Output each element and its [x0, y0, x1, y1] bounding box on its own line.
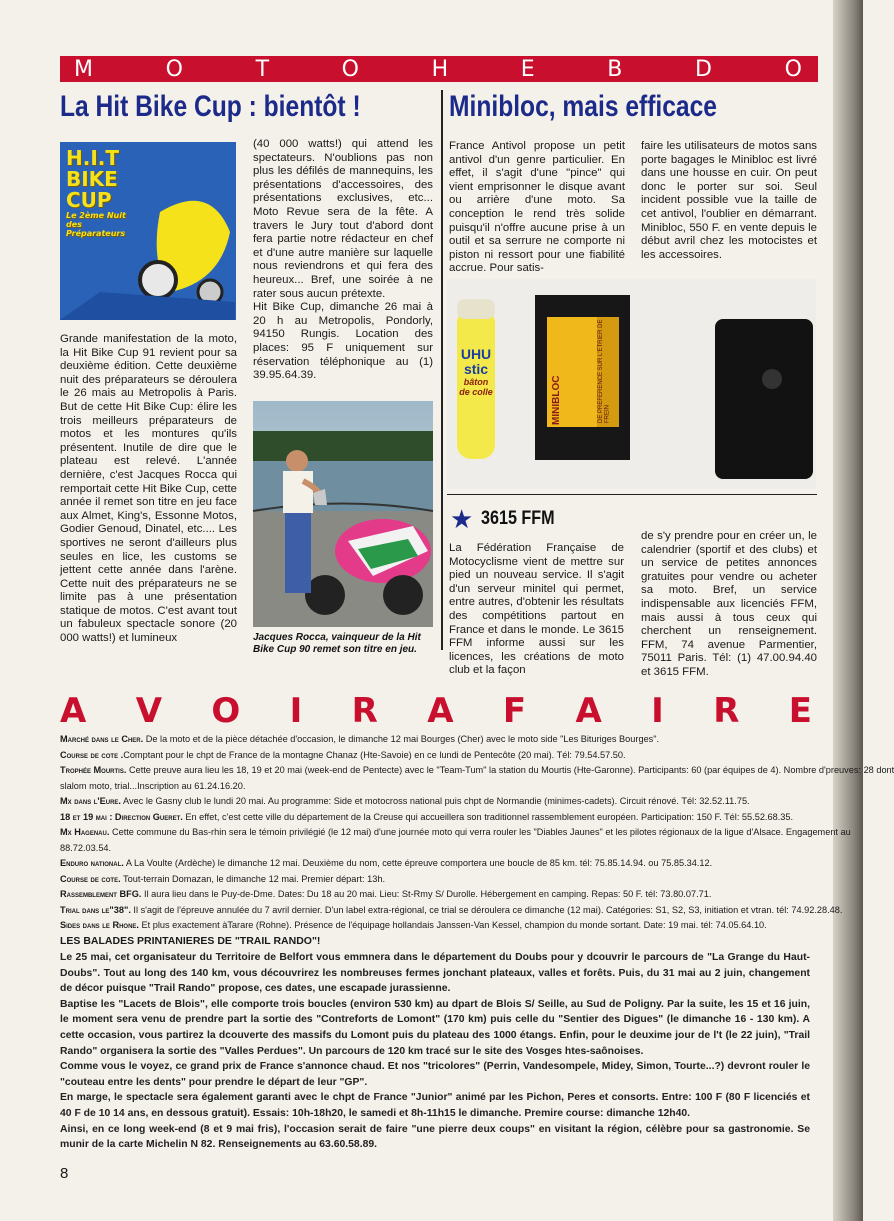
event-text: De la moto et de la pièce détachée d'occasion, le dimanche 12 mai Bourges (Cher) avec le moto side "Les Bituriges Bourges".	[143, 734, 660, 744]
event-label: Trial dans le"38".	[60, 904, 131, 915]
photo-caption: Jacques Rocca, vainqueur de la Hit Bike Cup 90 remet son titre en jeu.	[253, 632, 421, 655]
event-item	[60, 779, 812, 795]
section-banner	[60, 56, 818, 82]
heading-letter: E	[788, 691, 812, 731]
balades-paragraph: Baptise les "Lacets de Blois", elle comporte trois boucles (environ 530 km) au dpart de Blois S/ Seille, au Sud de Poligny. Par la suite, les 15 et 16 juin, le moment sera venu de prendre part la sortie des "Contreforts de Lomont" (170 km) puis celle du "Sentier des Digues" (le dimanche 16 - 130 km). A cette occasion, vous partirez la dcouverte des massifs du Lomont puis du plateau des 1000 étangs. Enfin, pour le deuxime jour de l't (le 22 juin), "Trail Rando" organisera la sortie des "Valles Perdues". Un parcours de 120 km tracé sur le site des Vosges htes-saônoises.	[60, 998, 810, 1057]
article3-column2: de s'y prendre pour en créer un, le calendrier (sportif et des clubs) et un service de petites annonces gratuites pour vendre ou acheter sa moto. Bref, un service indispensable aux licenciés FFM, mais aussi à tous ceux qui cherchent un renseignement. FFM, 74 avenue Parmentier, 75011 Paris. Tél: (1) 47.00.94.40 et 3615 FFM.	[641, 530, 817, 678]
event-item	[60, 732, 812, 748]
event-text: Avec le Gasny club le lundi 20 mai. Au programme: Side et motocross national puis chpt de Normandie (minimes-cadets). Circuit rénové. Tél: 32.52.11.75.	[120, 796, 750, 806]
event-text: Il s'agit de l'épreuve annulée du 7 avril dernier. D'un label extra-régional, ce trial se déroulera ce dimanche (12 mai). Catégories: S1, S2, S3, initiation et vtran. tél: 74.92.28.48.	[130, 904, 843, 915]
event-label: Course de cote.	[60, 873, 121, 884]
article2-title: Minibloc, mais efficace	[449, 90, 717, 123]
heading-letter: I	[289, 691, 303, 731]
event-item	[60, 841, 812, 857]
event-text: slalom moto, trial...Inscription au 61.24.16.20.	[60, 780, 246, 791]
box-brand: MINIBLOC	[551, 375, 562, 425]
event-label: Rassemblement BFG.	[60, 889, 142, 899]
article1-column2-text: (40 000 watts!) qui attend les spectateurs. N'oublions pas non plus les défilés de mannequins, les présentations d'accessoires, des présentations exclusives, etc... Moto Revue sera de la fête. A travers le Jury tout d'abord dont fera partie notre rédacteur en chef et d'une autre manière sur laquelle nous reviendrons et qui fera des heureux... Bref, une soirée à ne rater sous aucun prétexte.	[253, 138, 433, 300]
page-edge-shadow	[833, 0, 863, 1221]
balades-paragraph: Comme vous le voyez, ce grand prix de France s'annonce chaud. Et nos "tricolores" (Perrin, Vandesompele, Midey, Simon, Tourte...?) devront rouler le "couteau entre les dents" pour prendre le départ de leur "GP".	[60, 1061, 810, 1088]
event-text: A La Voulte (Ardèche) le dimanche 12 mai. Deuxième du nom, cette épreuve comportera une boucle de 85 km. tél: 75.85.14.94. ou 75.85.34.12.	[123, 858, 713, 868]
article2-column1: France Antivol propose un petit antivol d'un genre particulier. En effet, il s'agit d'une "pince" qui vient emprisonner le disque avant ou arrière d'une moto. Sa conception le rend très solide puisqu'il n'offre aucune prise à un outil et sa serrure ne comporte ni piston ni ressort pour une fiabilité accrue. Pour satis-	[449, 140, 625, 275]
event-text: Et plus exactement àTarare (Rohne). Présence de l'équipage hollandais Janssen-Van Kessel, champion du monde sortant. Date: 19 mai. tél: 74.05.64.10.	[138, 920, 767, 930]
event-item	[60, 763, 894, 779]
event-text: En effet, c'est cette ville du département de la Creuse qui accueillera son traditionnel rassemblement européen. Participation: 150 F. Tél: 55.52.68.35.	[182, 811, 794, 822]
logo-line: H.I.T	[66, 146, 120, 170]
minibloc-photo	[447, 279, 816, 489]
heading-letter: R	[351, 691, 378, 731]
page-number: 8	[60, 1165, 69, 1182]
hit-bike-cup-logo-image	[60, 142, 236, 320]
box-side-text: DE PRÉFÉRENCE SUR L'ETRIER DE FREIN	[598, 319, 611, 423]
article3-heading	[450, 506, 568, 532]
box-side-label	[598, 319, 618, 425]
banner-letter: E	[520, 56, 537, 82]
event-item	[60, 825, 851, 841]
event-item	[60, 918, 812, 934]
banner-letter: T	[255, 56, 272, 82]
event-label: Enduro national.	[60, 858, 124, 868]
article3-column1: La Fédération Française de Motocyclisme vient de mettre sur pied un nouveau service. Il s'agit d'un serveur minitel qui permet, entre autres, d'obtenir les résultats des compétitions partout en France et dans le monde. Le 3615 FFM informe aussi sur les licences, les créations de moto club et la façon	[449, 542, 624, 677]
event-label: 18 et 19 mai : Direction Gueret.	[60, 811, 183, 822]
heading-letter: A	[60, 691, 87, 731]
banner-letter: H	[431, 56, 451, 82]
jacques-rocca-photo	[253, 401, 433, 627]
heading-letter: F	[502, 691, 527, 731]
event-item	[60, 794, 812, 810]
balades-title: LES BALADES PRINTANIERES DE "TRAIL RANDO"!	[60, 935, 321, 947]
event-label: Course de cote .	[60, 749, 124, 760]
balades-paragraph: Le 25 mai, cet organisateur du Territoire de Belfort vous emmnera dans le département du Doubs pour y dcouvrir le parcours de "La Grange du Haut-Doubs". Tout au long des 140 km, vous découvrirez les nombreuses fermes jonchant plateaux, valles et forêts. Puis, du 31 mai au 2 juin, changement de décor puisque "Trail Rando" propose, ces dates, une escapade jurassienne.	[60, 952, 810, 995]
event-text: 88.72.03.54.	[60, 842, 112, 853]
minibloc-illustration	[447, 279, 816, 489]
event-label: Mx dans l'Eure.	[60, 796, 121, 806]
banner-letter: O	[341, 56, 361, 82]
balades-paragraph: Ainsi, en ce long week-end (8 et 9 mai fris), l'occasion serait de faire "une pierre deux coups" en visitant la région, célèbre pour sa gastronomie. Se munir de la carte Michelin N 82. Renseignements au 63.60.58.89.	[60, 1123, 810, 1151]
banner-letter: O	[784, 56, 804, 82]
logo-text	[66, 148, 136, 238]
article1-column2	[253, 138, 433, 383]
glue-line: bâton de colle	[459, 377, 493, 397]
event-item	[60, 887, 812, 903]
event-text: Cette preuve aura lieu les 18, 19 et 20 mai (week-end de Pentecte) avec le "Team-Tum" la station du Mourtis (Hte-Garonne). Participants: 60 (par équipes de 4). Nombre d'preuves: 28 dont	[126, 765, 894, 775]
article3-title: 3615 FFM	[481, 508, 555, 529]
column-divider	[441, 90, 443, 650]
event-label: Trophée Mourtis.	[60, 765, 127, 775]
article2-column2: faire les utilisateurs de motos sans porte bagages le Minibloc est livré dans une housse en cuir. On peut donc le porter sur soi. Seul incident possible vue la taille de cet antivol, l'oublier en démarrant. Minibloc, 550 F. en vente depuis le début avril chez les motocistes et les accessoires.	[641, 140, 817, 261]
article1-info: Hit Bike Cup, dimanche 26 mai à 20 h au Metropolis, Pondorly, 94150 Rungis. Location des places: 95 F uniquement sur réservation téléphonique au (1) 39.95.64.39.	[253, 301, 433, 382]
a-voir-a-faire-heading	[60, 691, 812, 731]
box-label	[551, 329, 595, 429]
event-label: Sides dans le Rhone.	[60, 920, 139, 930]
event-item	[60, 748, 812, 764]
event-item	[60, 810, 812, 826]
glue-line: stic	[463, 361, 489, 377]
banner-letter: O	[165, 56, 185, 82]
balades-paragraph: En marge, le spectacle sera également garanti avec le chpt de France "Junior" animé par les Pichon, Peres et consorts. Entre: 100 F (80 F licenciés et 40 F de 10 14 ans, en dessous gratuit). Essais: 10h-18h20, le samedi et 8h-11h15 le dimanche. Premire course: dimanche 12h40.	[60, 1092, 810, 1119]
heading-letter: I	[651, 691, 664, 731]
photo-illustration	[253, 401, 433, 627]
heading-letter: A	[427, 691, 454, 731]
event-item	[60, 856, 812, 872]
banner-letter: D	[695, 56, 714, 82]
events-list	[60, 732, 894, 934]
event-text: Tout-terrain Domazan, le dimanche 12 mai. Premier départ: 13h.	[120, 873, 385, 884]
event-label: Marché dans le Cher.	[60, 734, 144, 744]
logo-line: BIKE	[66, 167, 118, 191]
event-label: Mx Hagenau.	[60, 827, 110, 837]
logo-line: Le 2ème Nuit des Préparateurs	[66, 211, 126, 238]
event-item	[60, 903, 843, 919]
event-text: Cette commune du Bas-rhin sera le témoin privilégié (le 12 mai) d'une journée moto qui verra rouler les "Diables Jaunes" et les pilotes régionaux de la ligue d'Alsace. Engagement au	[109, 827, 851, 837]
event-item	[60, 872, 812, 888]
heading-letter: V	[135, 691, 163, 731]
star-icon: ★	[450, 504, 474, 534]
section-divider	[447, 494, 817, 495]
banner-letter: B	[607, 56, 625, 82]
article1-column1: Grande manifestation de la moto, la Hit Bike Cup 91 revient pour sa deuxième édition. Cette deuxième nuit des préparateurs se déroulera le 26 mais au Metropolis à Paris. But de cette Hit Bike Cup: élire les trois meilleurs préparateurs de motos et les montures qu'ils présentent. Inutile de dire que le plateau est relevé. L'année dernière, c'est Jacques Rocca qui remportait cette Hit Bike Cup, cette année il remet son titre en jeu face aux Almet, King's, Essonne Motos, Godier Genoud, Dinatel, etc.... Les sportives ne seront d'ailleurs plus seules en lice, les customs se jettent cette année dans l'arène. Cette nuit des préparateurs ne se limite pas à une présentation statique de motos. C'est avant tout un fabuleux spectacle sonore (20 000 watts!) et lumineux	[60, 333, 237, 645]
article1-title: La Hit Bike Cup : bientôt !	[60, 90, 361, 123]
event-text: Comptant pour le chpt de France de la montagne Chanaz (Hte-Savoie) en ce lundi de Pentecôte (20 mai). Tél: 79.54.57.50.	[123, 749, 626, 760]
heading-letter: R	[713, 691, 740, 731]
glue-label	[458, 347, 494, 397]
heading-letter: A	[575, 691, 602, 731]
heading-letter: O	[211, 691, 241, 731]
balades-body	[60, 950, 810, 1153]
event-text: Il aura lieu dans le Puy-de-Dme. Dates: Du 18 au 20 mai. Lieu: St-Rmy S/ Durolle. Hébergement en camping. Repas: 50 F. tél: 73.80.07.71.	[141, 889, 712, 899]
glue-line: UHU	[460, 346, 492, 362]
logo-line: CUP	[66, 188, 112, 212]
banner-letter: M	[74, 56, 95, 82]
